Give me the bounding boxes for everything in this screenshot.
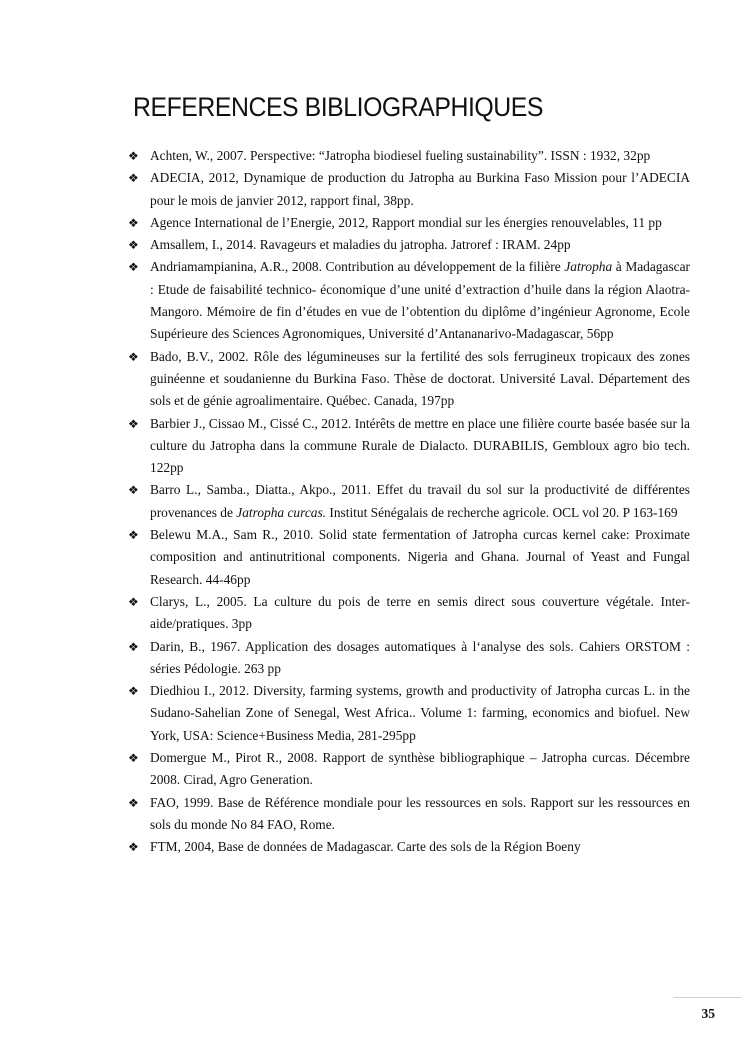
reference-text: Belewu M.A., Sam R., 2010. Solid state fermentation of Jatropha curcas kernel cake: Proximate composition and antinutritional components. Nigeria and Ghana. Journal of Yeast and Fungal Research. 44-46pp <box>150 527 690 587</box>
reference-item <box>128 145 690 167</box>
reference-text: Clarys, L., 2005. La culture du pois de terre en semis direct sous couverture végétale. Inter-aide/pratiques. 3pp <box>150 593 690 632</box>
reference-item <box>128 636 690 681</box>
bullet-icon: ❖ <box>128 639 139 654</box>
bullet-icon: ❖ <box>128 795 139 810</box>
reference-text: FAO, 1999. Base de Référence mondiale pour les ressources en sols. Rapport sur les ressources en sols du monde No 84 FAO, Rome. <box>150 794 690 832</box>
bullet-icon: ❖ <box>128 684 139 699</box>
page-number: 35 <box>701 1006 715 1021</box>
reference-text: Darin, B., 1967. Application des dosages automatiques à l‘analyse des sols. Cahiers ORSTOM : séries Pédologie. 263 pp <box>150 638 690 676</box>
reference-italic-term: Jatropha curcas. <box>236 504 327 520</box>
reference-item <box>128 747 690 792</box>
reference-italic-term: Jatropha <box>564 259 613 275</box>
reference-text: Diedhiou I., 2012. Diversity, farming systems, growth and productivity of Jatropha curcas L. in the Sudano-Sahelian Zone of Senegal, West Africa.. Volume 1: farming, economics and biofuel. New York, USA: Science+Business Media, 281-295pp <box>150 683 690 743</box>
reference-item <box>128 234 690 256</box>
reference-text: ADECIA, 2012, Dynamique de production du Jatropha au Burkina Faso Mission pour l’ADECIA pour le mois de janvier 2012, rapport final, 38pp. <box>150 170 690 208</box>
reference-text: Barro L., Samba., Diatta., Akpo., 2011. Effet du travail du sol sur la productivité de différentes provenances de <box>150 482 690 520</box>
reference-text: Domergue M., Pirot R., 2008. Rapport de synthèse bibliographique – Jatropha curcas. Décembre 2008. Cirad, Agro Generation. <box>150 750 690 788</box>
bullet-icon: ❖ <box>128 349 139 364</box>
reference-item <box>128 680 690 747</box>
reference-text: Bado, B.V., 2002. Rôle des légumineuses sur la fertilité des sols ferrugineux tropicaux des zones guinéenne et soudanienne du Burkina Faso. Thèse de doctorat. Université Laval. Département des sols et de génie agroalimentaire. Québec. Canada, 197pp <box>150 348 690 409</box>
bullet-icon: ❖ <box>128 528 139 543</box>
reference-item <box>128 167 690 212</box>
bullet-icon: ❖ <box>128 483 139 498</box>
reference-text-continued: Institut Sénégalais de recherche agricole. OCL vol 20. P 163-169 <box>326 504 678 520</box>
bullet-icon: ❖ <box>128 171 139 186</box>
page-title: REFERENCES BIBLIOGRAPHIQUES <box>133 92 543 122</box>
reference-item <box>128 836 690 858</box>
bullet-icon: ❖ <box>128 149 139 163</box>
reference-text: Amsallem, I., 2014. Ravageurs et maladies du jatropha. Jatroref : IRAM. 24pp <box>150 237 571 253</box>
bullet-icon: ❖ <box>128 840 139 855</box>
reference-item <box>128 591 690 636</box>
footer-divider <box>673 997 741 998</box>
bullet-icon: ❖ <box>128 751 139 766</box>
reference-list <box>128 145 690 859</box>
reference-text: Achten, W., 2007. Perspective: “Jatropha biodiesel fueling sustainability”. ISSN : 1932, 32pp <box>150 148 651 163</box>
reference-item <box>128 212 690 234</box>
bullet-icon: ❖ <box>128 416 139 431</box>
reference-text: Agence International de l’Energie, 2012, Rapport mondial sur les énergies renouvelables, 11 pp <box>150 214 662 230</box>
reference-text-continued: à Madagascar : Etude de faisabilité technico- économique d’une unité d’extraction d’huile dans la région Alaotra-Mangoro. Mémoire de fin d’études en vue de l’obtention du diplôme d’ingénieur Agronome, Ecole Supérieure des Sciences Agronomiques, Université d’Antananarivo-Madagascar, 56pp <box>150 259 690 342</box>
bullet-icon: ❖ <box>128 260 139 275</box>
reference-item <box>128 413 690 480</box>
bullet-icon: ❖ <box>128 594 139 609</box>
reference-item <box>128 524 690 591</box>
reference-item <box>128 346 690 413</box>
reference-text: Andriamampianina, A.R., 2008. Contribution au développement de la filière <box>150 259 565 275</box>
reference-item <box>128 256 690 345</box>
reference-text: FTM, 2004, Base de données de Madagascar. Carte des sols de la Région Boeny <box>150 839 581 855</box>
bullet-icon: ❖ <box>128 215 139 230</box>
reference-item <box>128 792 690 837</box>
reference-item <box>128 479 690 524</box>
bullet-icon: ❖ <box>128 238 139 253</box>
reference-text: Barbier J., Cissao M., Cissé C., 2012. Intérêts de mettre en place une filière courte basée basée sur la culture du Jatropha dans la commune Rurale de Dialacto. DURABILIS, Gembloux agro bio tech. 122pp <box>150 415 690 476</box>
